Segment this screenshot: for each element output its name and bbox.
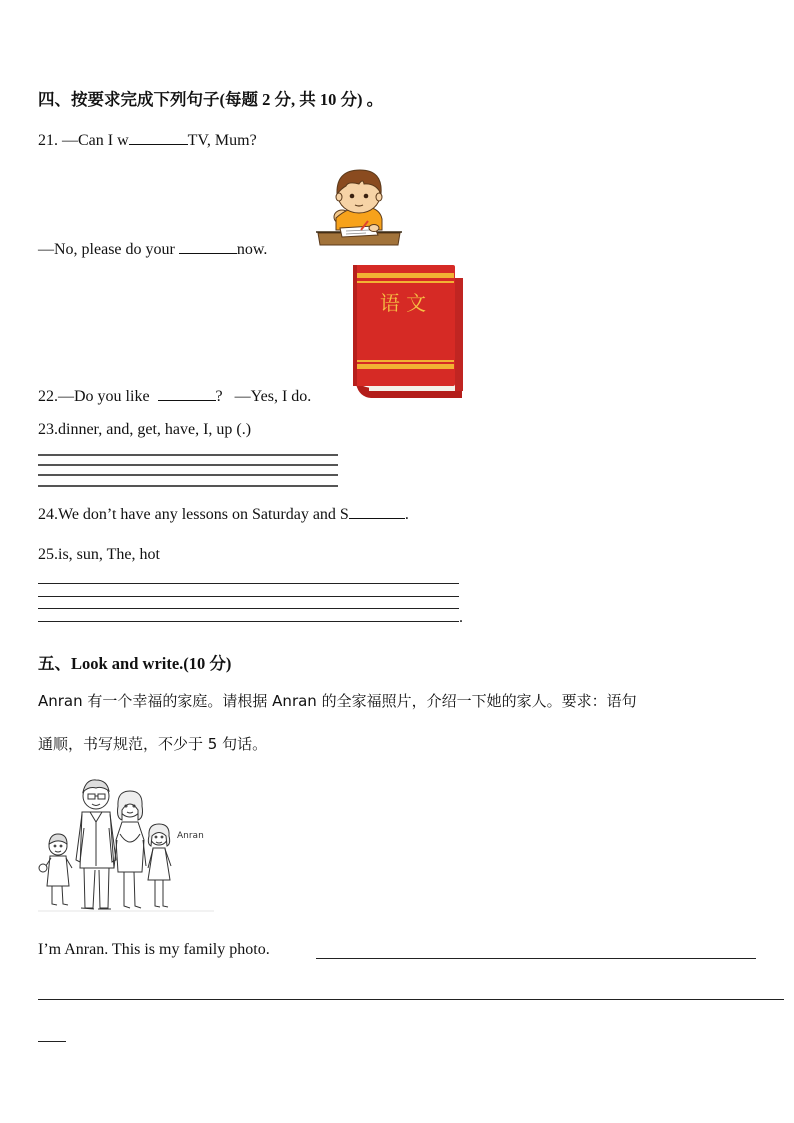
q21-reply-prefix: —No, please do your: [38, 241, 179, 258]
q24-prefix: 24.We don’t have any lessons on Saturday and S: [38, 506, 349, 523]
question-25: 25.is, sun, The, hot: [38, 546, 160, 563]
q23-answer-line-1[interactable]: [38, 454, 338, 456]
q24-blank[interactable]: [349, 504, 405, 519]
section-5-instruction-line-1: Anran 有一个幸福的家庭。请根据 Anran 的全家福照片，介绍一下她的家人。要求：语句: [38, 692, 637, 710]
q25-answer-line-2[interactable]: [38, 596, 459, 597]
q21-prefix: 21. —Can I w: [38, 132, 129, 149]
q21-reply-suffix: now.: [236, 241, 268, 258]
question-24: [38, 504, 409, 524]
anran-label: Anran: [177, 831, 204, 841]
q25-answer-line-1[interactable]: [38, 583, 459, 584]
writing-line-3[interactable]: [38, 1041, 66, 1042]
question-21-line-2: [38, 239, 267, 259]
book-title: 语 文: [379, 291, 427, 315]
chinese-book-illustration: [351, 264, 465, 400]
section-5-heading: 五、Look and write.(10 分): [38, 654, 232, 673]
section-4-heading: 四、按要求完成下列句子(每题 2 分, 共 10 分) 。: [38, 90, 384, 109]
q23-answer-line-2[interactable]: [38, 464, 338, 466]
q21-blank-1[interactable]: [129, 130, 188, 145]
q21-suffix: TV, Mum?: [187, 132, 257, 149]
q24-suffix: .: [404, 506, 409, 523]
q25-period: .: [459, 609, 463, 626]
q25-answer-line-3[interactable]: [38, 608, 459, 609]
q25-answer-line-4[interactable]: [38, 621, 459, 622]
section-5-instruction-line-2: 通顺，书写规范，不少于 5 句话。: [38, 735, 268, 753]
writing-start-sentence: I’m Anran. This is my family photo.: [38, 941, 270, 958]
question-22: [38, 386, 311, 406]
family-photo-illustration: [38, 776, 214, 918]
q22-answer: —Yes, I do.: [234, 388, 312, 405]
question-21-line-1: [38, 130, 257, 150]
writing-line-1[interactable]: [316, 958, 756, 959]
q22-prefix: 22.—Do you like: [38, 388, 154, 405]
writing-line-2[interactable]: [38, 999, 784, 1000]
boy-writing-illustration: [316, 166, 402, 252]
q23-answer-line-3[interactable]: [38, 474, 338, 476]
q22-question-mark: ?: [215, 388, 223, 405]
q21-blank-2[interactable]: [179, 239, 237, 254]
q23-answer-line-4[interactable]: [38, 485, 338, 487]
q22-blank[interactable]: [158, 386, 216, 401]
question-23: 23.dinner, and, get, have, I, up (.): [38, 421, 252, 438]
